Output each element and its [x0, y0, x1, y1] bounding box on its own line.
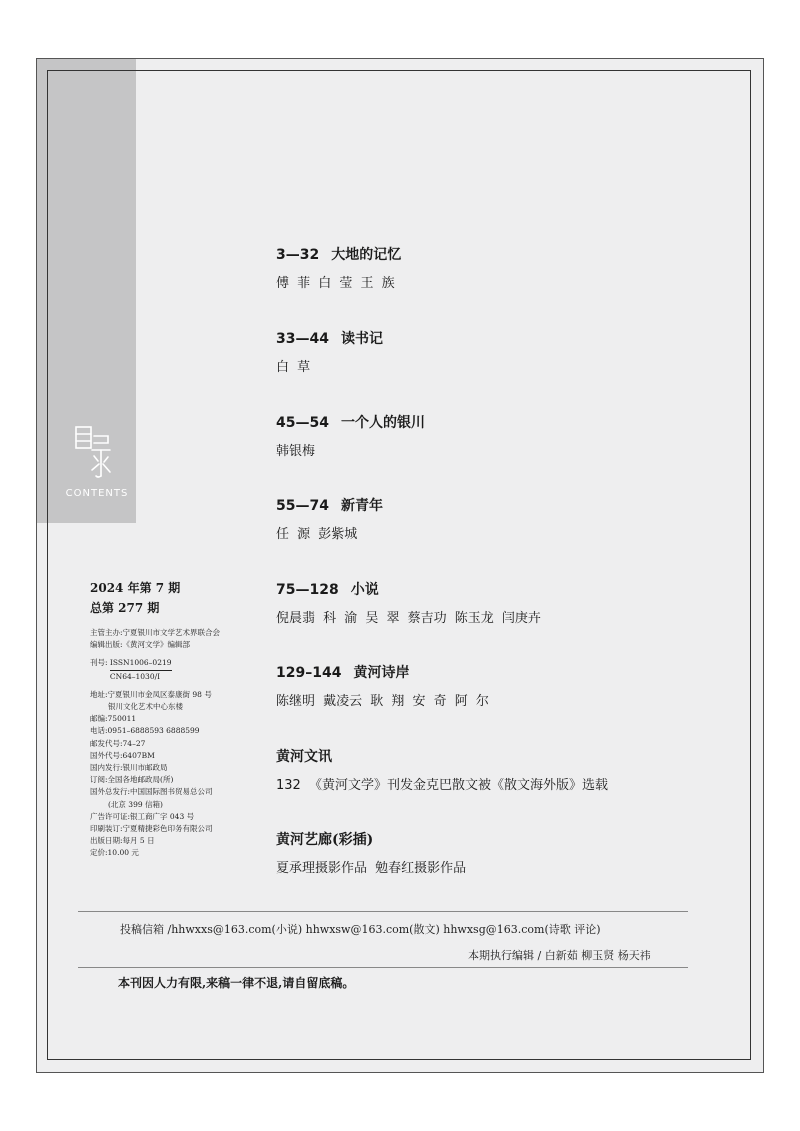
- issn-number: ISSN1006–0219: [110, 657, 172, 670]
- footer-divider-bottom: [78, 967, 688, 968]
- colophon-postcode: 邮编:750011: [90, 714, 137, 724]
- toc-entry[interactable]: [276, 579, 541, 626]
- toc-authors: 白 草: [276, 360, 311, 375]
- colophon-domestic-dist: 国内发行:银川市邮政局: [90, 763, 168, 773]
- toc-authors: 傅 菲 白 莹 王 族: [276, 276, 395, 291]
- colophon-ad-license: 广告许可证:银工商广字 043 号: [90, 811, 195, 821]
- issue-info: [90, 578, 180, 618]
- toc-pages: 129–144: [276, 665, 342, 681]
- toc-authors: 陈继明 戴凌云 耿 翔 安 奇 阿 尔: [276, 694, 489, 709]
- toc-entry[interactable]: [276, 328, 383, 375]
- submission-emails: 投稿信箱 /hhwxxs@163.com(小说) hhwxsw@163.com(散文) hhwxsg@163.com(诗歌 评论): [120, 923, 601, 936]
- colophon-foreign-code: 国外代号:6407BM: [90, 750, 155, 760]
- colophon-phone: 电话:0951–6888593 6888599: [90, 726, 200, 736]
- colophon-address: 地址:宁夏银川市金凤区泰康街 98 号: [90, 689, 212, 699]
- toc-section: 黄河诗岸: [353, 665, 410, 681]
- submission-notice: 本刊因人力有限,来稿一律不退,请自留底稿。: [118, 976, 355, 990]
- issue-year: 2024 年第 7 期: [90, 581, 181, 595]
- toc-pages: 3—32: [276, 247, 320, 263]
- colophon-address-2: 银川文化艺术中心东楼: [108, 702, 183, 712]
- toc-pages: 55—74: [276, 498, 329, 514]
- cn-number: CN64–1030/I: [109, 671, 161, 681]
- toc-authors: 任 源 彭紫城: [276, 527, 358, 542]
- toc-section: 一个人的银川: [340, 415, 425, 431]
- colophon-mail-code: 邮发代号:74–27: [90, 738, 146, 748]
- toc-entry[interactable]: [276, 829, 466, 876]
- colophon-price: 定价:10.00 元: [90, 848, 139, 858]
- toc-section: 小说: [350, 582, 379, 598]
- issn-label: 刊号:: [90, 658, 108, 668]
- toc-entry[interactable]: [276, 244, 401, 291]
- toc-pages: 75—128: [276, 582, 339, 598]
- colophon-subscribe: 订阅:全国各地邮政局(所): [90, 775, 174, 785]
- contents-label: CONTENTS: [65, 488, 129, 499]
- toc-pages: 45—54: [276, 415, 329, 431]
- colophon-foreign-box: (北京 399 信箱): [108, 799, 163, 809]
- colophon-sponsor: 主管主办:宁夏银川市文学艺术界联合会: [90, 628, 221, 637]
- toc-authors: 倪晨翡 科 渝 吴 翠 蔡吉功 陈玉龙 闫庚卉: [276, 611, 541, 626]
- toc-section: 大地的记忆: [331, 247, 402, 263]
- executive-editors: 本期执行编辑 / 白新茹 柳玉贤 杨天祎: [468, 949, 651, 962]
- toc-section: 黄河艺廊(彩插): [276, 832, 374, 848]
- colophon-printer: 印刷装订:宁夏精捷彩色印务有限公司: [90, 824, 213, 834]
- colophon: [90, 627, 220, 860]
- colophon-pub-date: 出版日期:每月 5 日: [90, 836, 155, 846]
- colophon-foreign-dist: 国外总发行:中国国际图书贸易总公司: [90, 787, 213, 797]
- toc-pages: 33—44: [276, 331, 329, 347]
- toc-authors: 韩银梅: [276, 444, 316, 459]
- toc-section: 新青年: [340, 498, 383, 514]
- toc-section: 读书记: [340, 331, 383, 347]
- toc-entry[interactable]: [276, 662, 489, 709]
- colophon-issn: [90, 657, 220, 682]
- mulu-title-glyph: [72, 424, 112, 480]
- toc-entry[interactable]: [276, 412, 425, 459]
- toc-entry[interactable]: [276, 746, 608, 793]
- toc-authors: 夏承理摄影作品 勉春红摄影作品: [276, 861, 467, 876]
- footer-divider-top: [78, 911, 688, 912]
- toc-entry[interactable]: [276, 495, 383, 542]
- issue-total: 总第 277 期: [90, 601, 160, 615]
- toc-section: 黄河文讯: [276, 749, 332, 765]
- toc-authors: 132 《黄河文学》刊发金克巴散文被《散文海外版》选载: [276, 778, 608, 793]
- colophon-editor: 编辑出版:《黄河文学》编辑部: [90, 640, 191, 650]
